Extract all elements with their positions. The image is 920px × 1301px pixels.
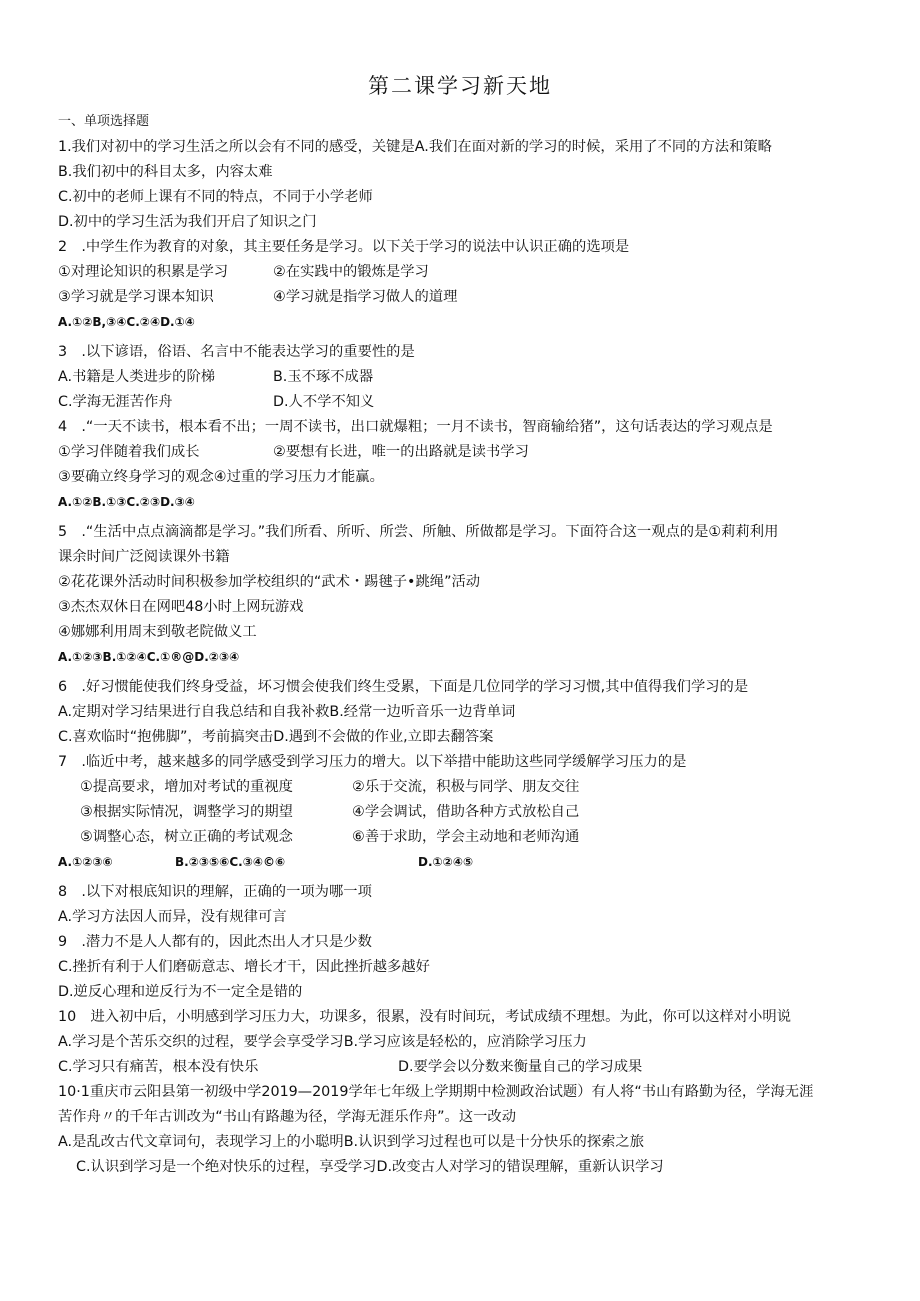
question-5-statement-2: ②花花课外活动时间积极参加学校组织的“武术・踢毽子•跳绳”活动 [58, 574, 481, 590]
question-2-statement-2: ②在实践中的锻炼是学习 [273, 264, 429, 280]
question-10-options-a-b: A.学习是个苦乐交织的过程，要学会享受学习B.学习应该是轻松的，应消除学习压力 [58, 1034, 587, 1050]
question-7-statement-3: ③根据实际情况，调整学习的期望 [80, 804, 293, 820]
question-5-stem: 5 .“生活中点点滴滴都是学习。”我们所看、所听、所尝、所触、所做都是学习。下面符合这一观点的是①莉莉利用 [58, 524, 779, 540]
question-6-options-a-b: A.定期对学习结果进行自我总结和自我补救B.经常一边听音乐一边背单词 [58, 704, 516, 720]
question-2-answers: A.①②B,③④C.②④D.①④ [58, 315, 195, 329]
question-1-option-c: C.初中的老师上课有不同的特点，不同于小学老师 [58, 189, 373, 205]
question-2-statement-4: ④学习就是指学习做人的道理 [273, 289, 458, 305]
question-7-statement-6: ⑥善于求助，学会主动地和老师沟通 [352, 829, 580, 845]
question-11-options-c-d: C.认识到学习是一个绝对快乐的过程，享受学习D.改变古人对学习的错误理解，重新认识学习 [76, 1159, 664, 1175]
question-11-options-a-b: A.是乱改古代文章词句，表现学习上的小聪明B.认识到学习过程也可以是十分快乐的探索之旅 [58, 1134, 645, 1150]
question-3-stem: 3 .以下谚语，俗语、名言中不能表达学习的重要性的是 [58, 344, 415, 360]
question-3-option-c: C.学海无涯苦作舟 [58, 394, 173, 410]
question-8-stem: 8 .以下对根底知识的理解，正确的一项为哪一项 [58, 884, 372, 900]
question-4-statement-1: ①学习伴随着我们成长 [58, 444, 200, 460]
question-6-stem: 6 .好习惯能使我们终身受益，坏习惯会使我们终生受累，下面是几位同学的学习习惯,其中值得我们学习的是 [58, 679, 749, 695]
question-5-stem-continued: 课余时间广泛阅读课外书籍 [58, 549, 230, 565]
question-5-answers: A.①②③B.①②④C.①®@D.②③④ [58, 650, 240, 664]
question-3-option-b: B.玉不琢不成器 [273, 369, 374, 385]
question-7-statement-5: ⑤调整心态，树立正确的考试观念 [80, 829, 293, 845]
question-3-option-a: A.书籍是人类进步的阶梯 [58, 369, 216, 385]
question-1-stem: 1.我们对初中的学习生活之所以会有不同的感受，关键是A.我们在面对新的学习的时候，采用了不同的方法和策略 [58, 139, 772, 155]
question-7-stem: 7 .临近中考，越来越多的同学感受到学习压力的增大。以下举措中能助这些同学缓解学习压力的是 [58, 754, 687, 770]
question-10-option-d: D.要学会以分数来衡量自己的学习成果 [398, 1059, 643, 1075]
question-4-answers: A.①②B.①③C.②③D.③④ [58, 495, 195, 509]
question-8-option-a: A.学习方法因人而异，没有规律可言 [58, 909, 287, 925]
question-2-statement-3: ③学习就是学习课本知识 [58, 289, 214, 305]
question-9-stem: 9 .潜力不是人人都有的，因此杰出人才只是少数 [58, 934, 372, 950]
question-5-statement-4: ④娜娜利用周末到敬老院做义工 [58, 624, 257, 640]
question-9-option-c: C.挫折有利于人们磨砺意志、增长才干，因此挫折越多越好 [58, 959, 430, 975]
question-11-stem: 10·1重庆市云阳县第一初级中学2019—2019学年七年级上学期期中检测政治试题）有人将“书山有路勤为径，学海无涯 [58, 1084, 814, 1100]
question-7-statement-1: ①提高要求，增加对考试的重视度 [80, 779, 293, 795]
question-7-statement-2: ②乐于交流，积极与同学、朋友交往 [352, 779, 580, 795]
question-6-options-c-d: C.喜欢临时“抱佛脚”，考前搞突击D.遇到不会做的作业,立即去翻答案 [58, 729, 494, 745]
question-7-answer-a: A.①②③⑥ [58, 855, 113, 869]
question-10-option-c: C.学习只有痛苦，根本没有快乐 [58, 1059, 259, 1075]
question-4-statement-2: ②要想有长进，唯一的出路就是读书学习 [273, 444, 529, 460]
question-4-statements-3-4: ③要确立终身学习的观念④过重的学习压力才能赢。 [58, 469, 384, 485]
question-3-option-d: D.人不学不知义 [273, 394, 375, 410]
question-7-answer-d: D.①②④⑤ [418, 855, 474, 869]
question-10-stem: 10 进入初中后，小明感到学习压力大，功课多，很累，没有时间玩，考试成绩不理想。为此，你可以这样对小明说 [58, 1009, 792, 1025]
question-7-statement-4: ④学会调试，借助各种方式放松自己 [352, 804, 580, 820]
question-5-statement-3: ③杰杰双休日在网吧48小时上网玩游戏 [58, 599, 304, 615]
question-9-option-d: D.逆反心理和逆反行为不一定全是错的 [58, 984, 303, 1000]
question-4-stem: 4 .“一天不读书，根本看不出；一周不读书，出口就爆粗；一月不读书，智商输给猪”，这句话表达的学习观点是 [58, 419, 773, 435]
question-1-option-d: D.初中的学习生活为我们开启了知识之门 [58, 214, 317, 230]
question-1-option-b: B.我们初中的科目太多，内容太难 [58, 164, 273, 180]
question-2-stem: 2 .中学生作为教育的对象，其主要任务是学习。以下关于学习的说法中认识正确的选项是 [58, 239, 630, 255]
question-7-answers-b-c: B.②③⑤⑥C.③④©⑥ [175, 855, 286, 869]
question-2-statement-1: ①对理论知识的积累是学习 [58, 264, 229, 280]
page-title: 第二课学习新天地 [368, 74, 552, 98]
section-heading: 一、单项选择题 [58, 114, 150, 129]
question-11-stem-continued: 苦作舟〃的千年古训改为“书山有路趣为径，学海无涯乐作舟”。这一改动 [58, 1109, 517, 1125]
